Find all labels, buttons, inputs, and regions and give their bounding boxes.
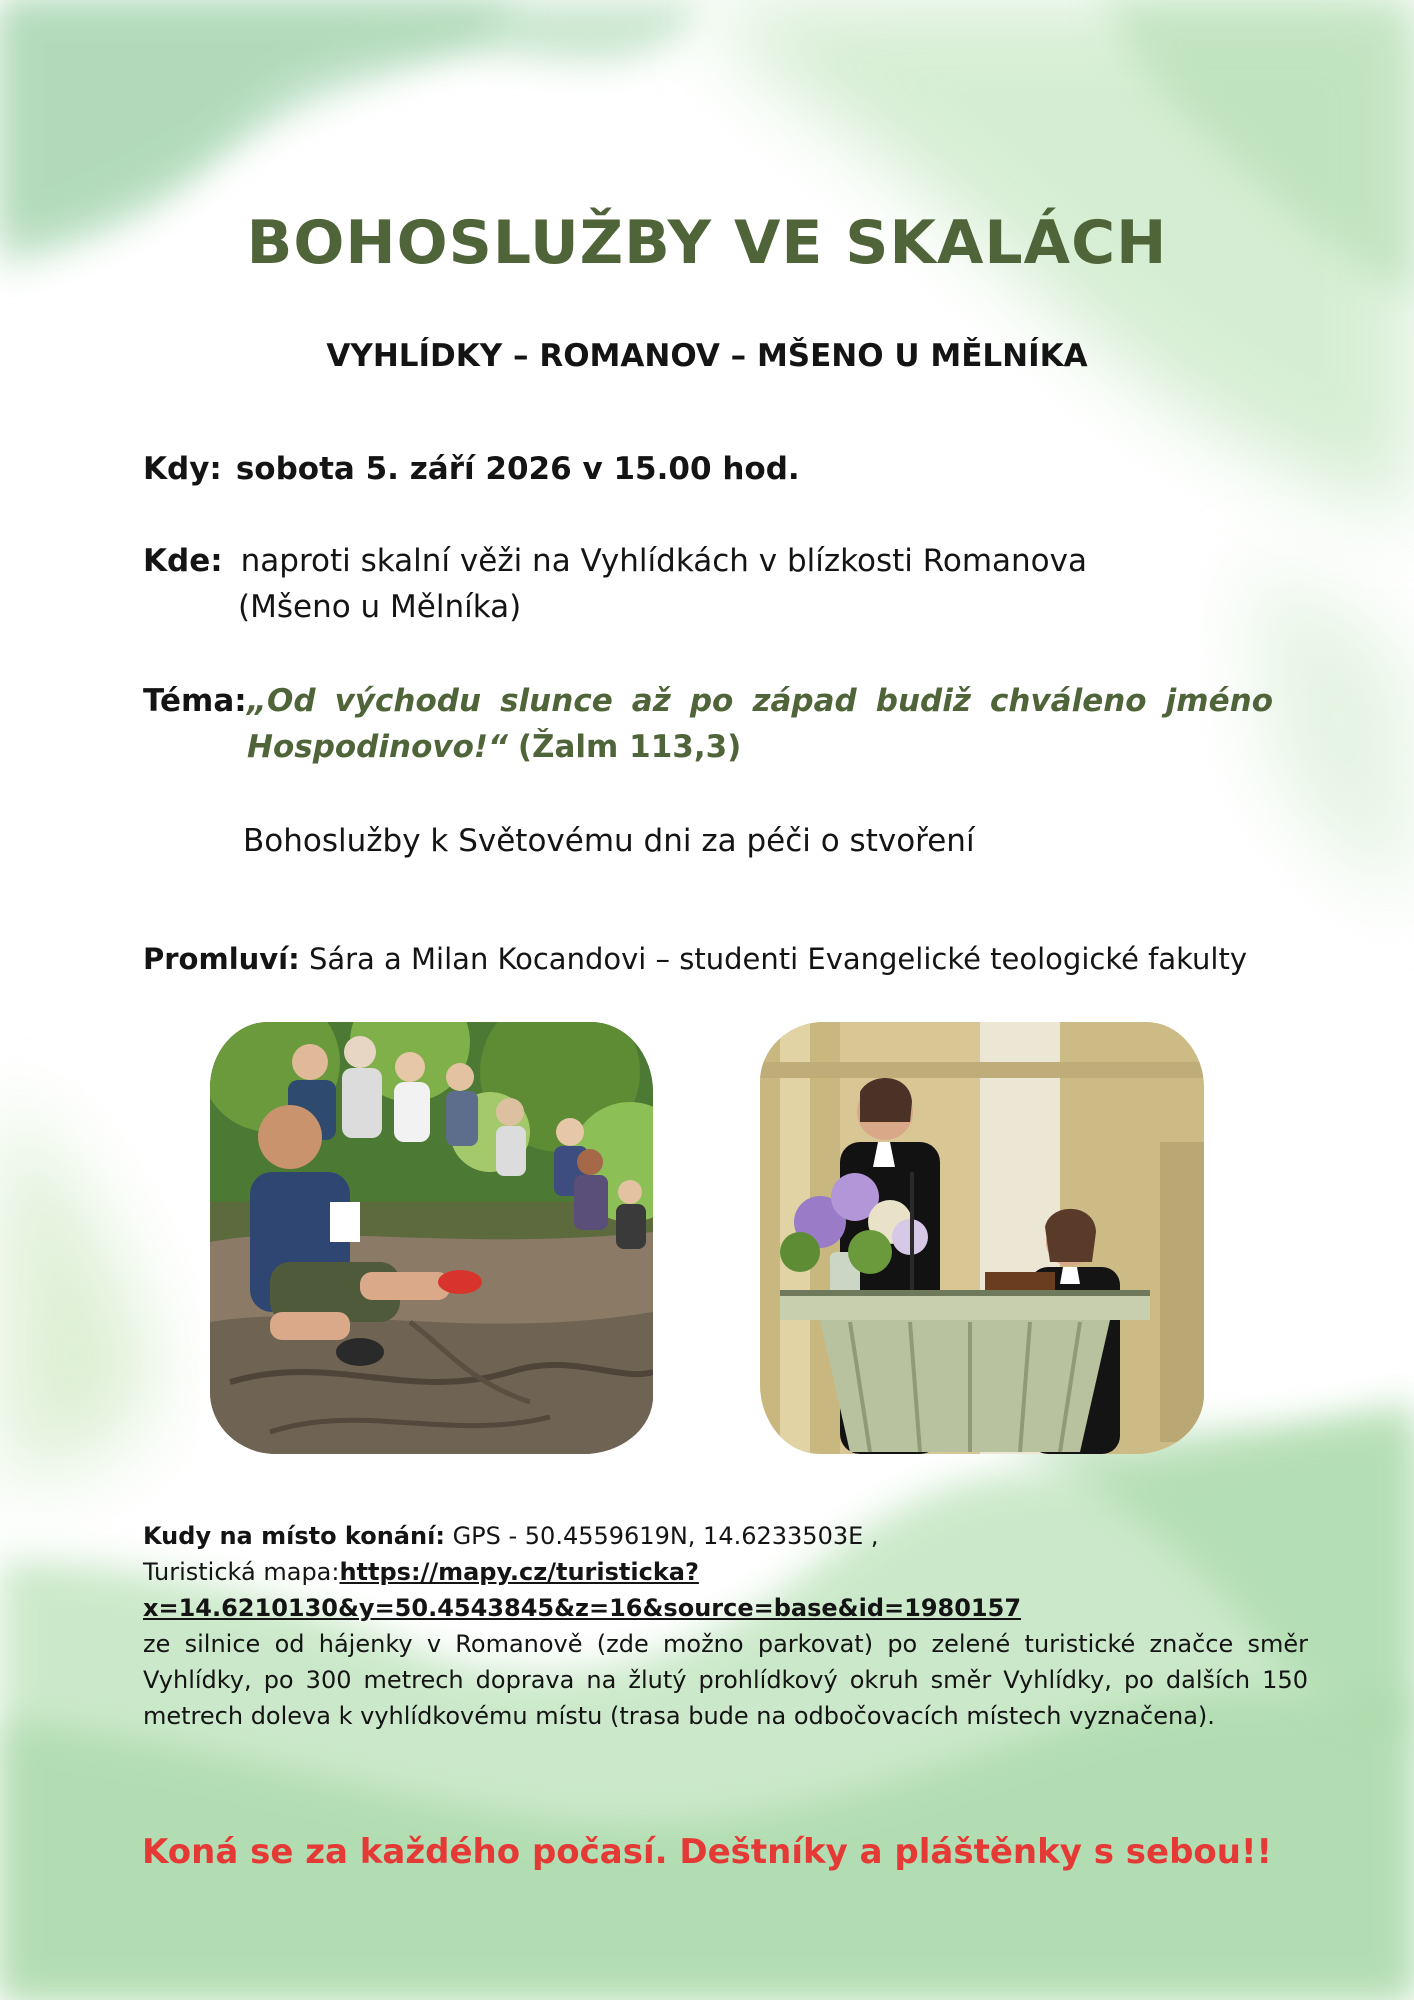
directions-map-line [143,1554,1308,1590]
weather-warning: Koná se za každého počasí. Deštníky a pláštěnky s sebou!! [142,1832,1272,1872]
theme-reference: (Žalm 113,3) [517,729,742,765]
theme-label: Téma: [143,683,247,719]
when-label: Kdy: [143,451,222,487]
photo-speakers-in-church [760,1022,1204,1454]
map-link-part1[interactable]: https://mapy.cz/turisticka? [339,1558,699,1586]
directions-text: ze silnice od hájenky v Romanově (zde možno parkovat) po zelené turistické značce směr Vyhlídky, po 300 metrech doprava na žlutý prohlídkový okruh směr Vyhlídky, po dalších 150 metrech doleva k vyhlídkovému místu (trasa bude na odbočovacích místech vyznačena). [143,1630,1308,1730]
map-label: Turistická mapa: [143,1558,340,1586]
theme-quote-end: Hospodinovo!“ [247,729,508,765]
directions-map-line2 [143,1590,1308,1626]
directions-label: Kudy na místo konání: [143,1522,445,1550]
where-value-line2: (Mšeno u Mělníka) [238,589,522,625]
theme-quote-line2 [247,724,741,770]
theme-quote-line1: „Od východu slunce až po západ budiž chváleno jméno [247,683,1273,719]
directions-gps-line [143,1518,1308,1554]
directions-block [143,1518,1308,1734]
page-subtitle: VYHLÍDKY – ROMANOV – MŠENO U MĚLNÍKA [326,338,1088,374]
photo-congregation-on-rocks [210,1022,653,1454]
where-label: Kde: [143,543,223,579]
theme-row [143,678,247,724]
where-value: naproti skalní věži na Vyhlídkách v blízkosti Romanova [240,543,1087,579]
map-link-part2[interactable]: x=14.6210130&y=50.4543845&z=16&source=base&id=1980157 [143,1594,1022,1622]
page-title: BOHOSLUŽBY VE SKALÁCH [246,208,1168,278]
occasion-text: Bohoslužby k Světovému dni za péči o stvoření [243,823,975,859]
when-row [143,446,800,492]
speakers-label: Promluví: [143,942,300,976]
when-value: sobota 5. září 2026 v 15.00 hod. [235,451,800,487]
gps-coordinates: GPS - 50.4559619N, 14.6233503E , [452,1522,879,1550]
where-row [143,538,1087,584]
speakers-row [143,936,1247,982]
speakers-value: Sára a Milan Kocandovi – studenti Evangelické teologické fakulty [308,942,1247,976]
